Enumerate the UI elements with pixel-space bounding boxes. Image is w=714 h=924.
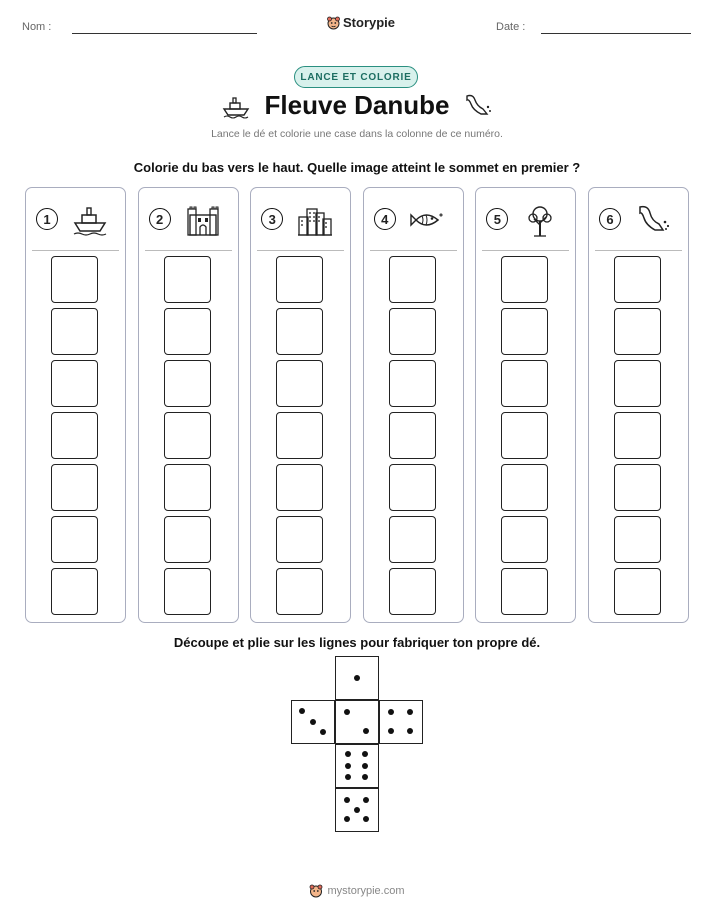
brand-logo — [327, 15, 395, 30]
die-face-4 — [379, 700, 423, 744]
color-cell[interactable] — [501, 308, 548, 355]
column-divider — [482, 250, 569, 251]
die-pip — [354, 807, 360, 813]
color-cell[interactable] — [164, 308, 211, 355]
column-number: 2 — [149, 208, 171, 230]
die-pip — [344, 816, 350, 822]
column-number: 6 — [599, 208, 621, 230]
storypie-mascot-icon — [327, 16, 340, 30]
color-cell[interactable] — [501, 464, 548, 511]
die-pip — [363, 728, 369, 734]
tree-icon — [522, 203, 558, 237]
fish-icon — [410, 203, 446, 237]
color-cell[interactable] — [614, 360, 661, 407]
color-cell[interactable] — [389, 412, 436, 459]
color-cell[interactable] — [51, 412, 98, 459]
color-cell[interactable] — [276, 360, 323, 407]
activity-badge: LANCE ET COLORIE — [294, 66, 418, 88]
color-cell[interactable] — [389, 568, 436, 615]
color-cell[interactable] — [51, 256, 98, 303]
color-cell[interactable] — [164, 464, 211, 511]
column-6 — [588, 187, 689, 623]
die-pip — [363, 816, 369, 822]
die-instruction: Découpe et plie sur les lignes pour fabriquer ton propre dé. — [173, 635, 541, 650]
color-cell[interactable] — [164, 412, 211, 459]
column-number: 5 — [486, 208, 508, 230]
color-cell[interactable] — [501, 568, 548, 615]
page-subtitle: Lance le dé et colorie une case dans la colonne de ce numéro. — [211, 128, 503, 140]
die-pip — [362, 751, 368, 757]
die-pip — [407, 709, 413, 715]
column-divider — [32, 250, 119, 251]
color-cell[interactable] — [501, 412, 548, 459]
die-pip — [362, 763, 368, 769]
column-divider — [145, 250, 232, 251]
column-2 — [138, 187, 239, 623]
column-4 — [363, 187, 464, 623]
die-face-5 — [335, 788, 379, 832]
die-pip — [345, 763, 351, 769]
color-cell[interactable] — [51, 360, 98, 407]
color-cell[interactable] — [51, 516, 98, 563]
column-5 — [475, 187, 576, 623]
color-cell[interactable] — [389, 464, 436, 511]
color-cell[interactable] — [276, 464, 323, 511]
column-divider — [595, 250, 682, 251]
color-cell[interactable] — [614, 516, 661, 563]
color-cell[interactable] — [164, 360, 211, 407]
column-number: 4 — [374, 208, 396, 230]
color-cell[interactable] — [501, 256, 548, 303]
die-pip — [407, 728, 413, 734]
color-cell[interactable] — [164, 568, 211, 615]
name-line — [72, 33, 257, 34]
city-icon — [297, 203, 333, 237]
color-cell[interactable] — [276, 412, 323, 459]
footer-url: mystorypie.com — [327, 885, 405, 897]
color-cell[interactable] — [501, 360, 548, 407]
die-pip — [299, 708, 305, 714]
color-cell[interactable] — [51, 568, 98, 615]
columns-instruction: Colorie du bas vers le haut. Quelle image atteint le sommet en premier ? — [133, 160, 581, 175]
color-cell[interactable] — [51, 308, 98, 355]
color-cell[interactable] — [164, 256, 211, 303]
name-label: Nom : — [22, 21, 52, 33]
color-cell[interactable] — [614, 568, 661, 615]
die-pip — [362, 774, 368, 780]
color-cell[interactable] — [276, 308, 323, 355]
column-divider — [370, 250, 457, 251]
boat-icon — [72, 203, 108, 237]
color-cell[interactable] — [614, 412, 661, 459]
page-title: Fleuve Danube — [264, 90, 450, 120]
brand-name: Storypie — [343, 15, 396, 30]
die-pip — [388, 728, 394, 734]
color-cell[interactable] — [501, 516, 548, 563]
column-number: 1 — [36, 208, 58, 230]
date-line — [541, 33, 691, 34]
color-cell[interactable] — [276, 516, 323, 563]
die-face-2 — [335, 700, 379, 744]
die-pip — [354, 675, 360, 681]
column-1 — [25, 187, 126, 623]
die-pip — [344, 797, 350, 803]
river-icon — [463, 92, 493, 120]
color-cell[interactable] — [51, 464, 98, 511]
die-pip — [388, 709, 394, 715]
color-cell[interactable] — [614, 308, 661, 355]
color-cell[interactable] — [164, 516, 211, 563]
die-pip — [363, 797, 369, 803]
die-face-6 — [335, 744, 379, 788]
die-face-3 — [291, 700, 335, 744]
river-icon — [635, 203, 671, 237]
color-cell[interactable] — [276, 568, 323, 615]
color-cell[interactable] — [389, 516, 436, 563]
die-pip — [344, 709, 350, 715]
footer — [0, 884, 714, 898]
date-label: Date : — [496, 21, 526, 33]
column-divider — [257, 250, 344, 251]
die-pip — [310, 719, 316, 725]
die-pip — [345, 774, 351, 780]
die-pip — [345, 751, 351, 757]
castle-icon — [185, 203, 221, 237]
color-cell[interactable] — [389, 256, 436, 303]
storypie-mascot-icon — [309, 884, 323, 898]
color-cell[interactable] — [614, 256, 661, 303]
color-cell[interactable] — [614, 464, 661, 511]
color-cell[interactable] — [389, 308, 436, 355]
color-cell[interactable] — [276, 256, 323, 303]
color-cell[interactable] — [389, 360, 436, 407]
die-pip — [320, 729, 326, 735]
die-face-1 — [335, 656, 379, 700]
column-number: 3 — [261, 208, 283, 230]
column-3 — [250, 187, 351, 623]
